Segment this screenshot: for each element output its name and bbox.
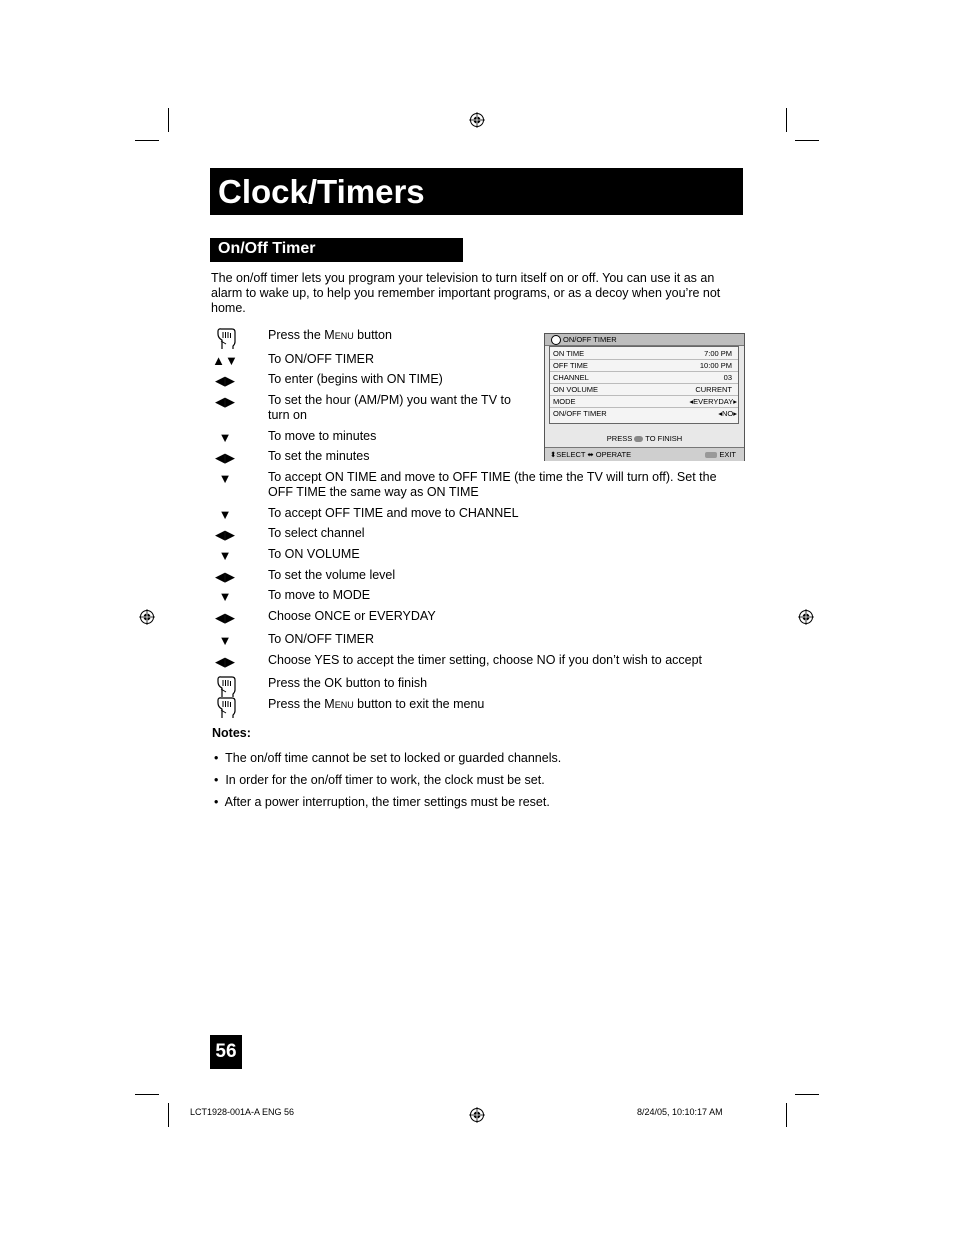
osd-row-value: CURRENT xyxy=(695,385,732,394)
osd-row-value: 03 xyxy=(723,373,732,382)
section-title-bar xyxy=(210,238,463,262)
registration-mark-icon xyxy=(139,609,155,625)
osd-row-value: ◂EVERYDAY▸ xyxy=(689,397,737,406)
step-text: To ON VOLUME xyxy=(268,547,360,561)
step-text: Press the Menu button to exit the menu xyxy=(268,697,485,711)
hand-icon xyxy=(212,696,242,723)
step-text: Choose YES to accept the timer setting, choose NO if you don’t wish to accept xyxy=(268,653,703,667)
step-text: To accept ON TIME and move to OFF TIME (the time the TV will turn off). Set the OFF TIME the same way as ON TIME xyxy=(268,470,717,499)
registration-mark-icon xyxy=(469,112,485,128)
step-text: To enter (begins with ON TIME) xyxy=(268,372,443,386)
left-right-arrow-icon: ◀▶ xyxy=(215,569,235,584)
osd-row-value: 7:00 PM xyxy=(704,349,732,358)
hand-icon xyxy=(212,327,242,354)
crop-mark xyxy=(135,1094,159,1095)
section-title: On/Off Timer xyxy=(218,240,316,257)
page-number: 56 xyxy=(215,1041,237,1062)
osd-row-label: MODE xyxy=(553,397,576,406)
step-text: To move to minutes xyxy=(268,429,377,443)
crop-mark xyxy=(135,140,159,141)
step-text: To set the minutes xyxy=(268,449,370,463)
osd-row-label: CHANNEL xyxy=(553,373,589,382)
down-arrow-icon: ▼ xyxy=(218,507,232,522)
left-right-arrow-icon: ◀▶ xyxy=(215,394,235,409)
down-arrow-icon: ▼ xyxy=(218,548,232,563)
step-text: To ON/OFF TIMER xyxy=(268,352,375,366)
onscreen-menu xyxy=(544,333,745,461)
ok-button-icon xyxy=(634,436,643,442)
osd-rows xyxy=(549,346,739,424)
down-arrow-icon: ▼ xyxy=(218,633,232,648)
notes-heading: Notes: xyxy=(212,726,251,740)
osd-press-hint: PRESS TO FINISH xyxy=(606,434,683,443)
osd-header-title: ON/OFF TIMER xyxy=(563,335,617,344)
crop-mark xyxy=(786,108,787,132)
step-text: To set the hour (AM/PM) you want the TV to turn on xyxy=(268,393,511,422)
step-text: Choose ONCE or EVERYDAY xyxy=(268,609,436,623)
footer-timestamp: 8/24/05, 10:10:17 AM xyxy=(637,1107,723,1117)
step-text: To accept OFF TIME and move to CHANNEL xyxy=(268,506,519,520)
left-right-arrow-icon: ◀▶ xyxy=(215,610,235,625)
step-text: Press the OK button to finish xyxy=(268,676,428,690)
page-title-bar xyxy=(210,168,743,215)
osd-row-label: ON TIME xyxy=(553,349,585,358)
note-item: • After a power interruption, the timer settings must be reset. xyxy=(214,795,550,809)
clock-icon xyxy=(551,335,561,345)
crop-mark xyxy=(168,1103,169,1127)
menu-button-icon xyxy=(705,452,717,458)
osd-footer-right: EXIT xyxy=(705,450,736,459)
crop-mark xyxy=(795,1094,819,1095)
down-arrow-icon: ▼ xyxy=(218,471,232,486)
osd-row-on-off-timer xyxy=(550,407,738,419)
step-text: To set the volume level xyxy=(268,568,396,582)
osd-header xyxy=(545,334,744,346)
down-arrow-icon: ▼ xyxy=(218,589,232,604)
registration-mark-icon xyxy=(798,609,814,625)
up-down-arrow-icon: ▲▼ xyxy=(212,353,238,368)
left-right-arrow-icon: ◀▶ xyxy=(215,373,235,388)
left-right-arrow-icon: ◀▶ xyxy=(215,527,235,542)
osd-row-value: ◂NO▸ xyxy=(718,409,737,418)
crop-mark xyxy=(795,140,819,141)
osd-footer-left: ⬍SELECT ⬌ OPERATE xyxy=(550,450,632,459)
osd-row-value: 10:00 PM xyxy=(699,361,732,370)
left-right-arrow-icon: ◀▶ xyxy=(215,450,235,465)
step-text: To ON/OFF TIMER xyxy=(268,632,375,646)
left-right-arrow-icon: ◀▶ xyxy=(215,654,235,669)
page-number-box xyxy=(210,1035,242,1069)
note-item: • The on/off time cannot be set to locked or guarded channels. xyxy=(214,751,562,765)
down-arrow-icon: ▼ xyxy=(218,430,232,445)
osd-row-label: ON VOLUME xyxy=(553,385,599,394)
note-item: • In order for the on/off timer to work, the clock must be set. xyxy=(214,773,545,787)
crop-mark xyxy=(786,1103,787,1127)
page-title: Clock/Timers xyxy=(218,173,425,210)
registration-mark-icon xyxy=(469,1107,485,1123)
step-text: To move to MODE xyxy=(268,588,371,602)
footer-job-id: LCT1928-001A-A ENG 56 xyxy=(190,1107,295,1117)
step-text: To select channel xyxy=(268,526,365,540)
intro-paragraph: The on/off timer lets you program your television to turn itself on or off. You can use it as an alarm to wake up, to help you remember important programs, or as a decoy when you’re not home. xyxy=(211,271,721,315)
osd-row-label: OFF TIME xyxy=(553,361,588,370)
step-text: Press the Menu button xyxy=(268,328,392,342)
crop-mark xyxy=(168,108,169,132)
osd-footer xyxy=(545,447,744,461)
osd-row-label: ON/OFF TIMER xyxy=(553,409,607,418)
